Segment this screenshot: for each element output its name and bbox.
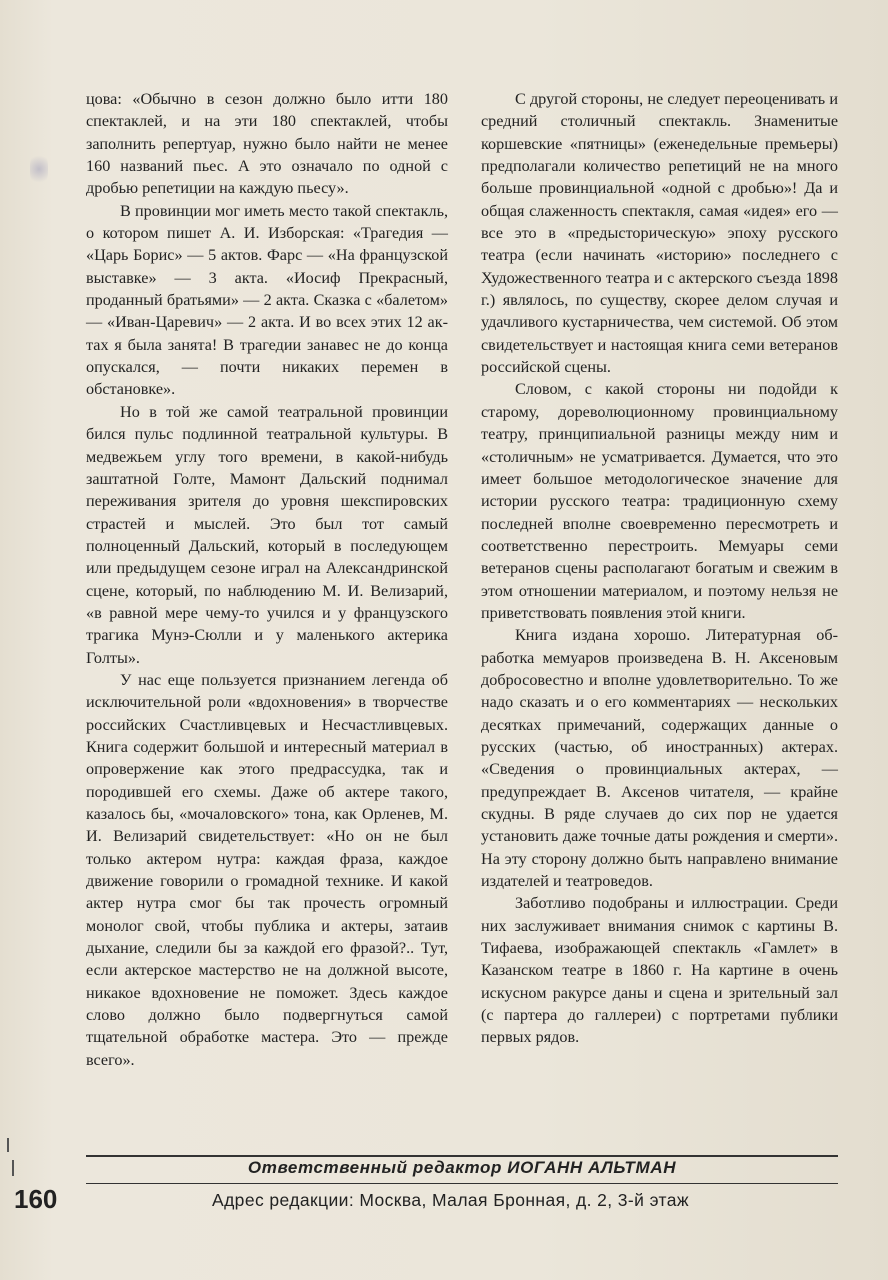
footer-rule-top <box>86 1155 838 1157</box>
paragraph: цова: «Обычно в сезон должно было итти 180 спектаклей, и на эти 180 спектаклей, чтобы заполнить репертуар, нужно было найти не менее 160 названий пьес. А это означало по одной с дробью репетиции на каждую пьесу». <box>86 90 448 198</box>
editor-credit: Ответственный редактор ИОГАНН АЛЬТМАН <box>247 1158 677 1177</box>
left-text-column <box>86 88 448 1071</box>
page-number: 160 <box>14 1184 58 1214</box>
paragraph: С другой стороны, не следует переоценивать и средний столичный спектакль. Знаменитые коршевские «пятницы» (еженедельные премьеры) предполагали количество репетиций не на много больше провинциальной «одной с дробью»! Да и общая слаженность спектакля, самая «идея» его — все это в «предысторическую» эпоху русского театра (если начинать «историю» последнего с Художественного театра и с актерского съезда 1898 г.) являлось, по существу, скорее делом случая и удачливого кустарничества, чем системой. Об этом свидетельствует и настоящая книга семи ветеранов российской сцены. <box>481 90 838 377</box>
paragraph: У нас еще пользуется признанием легенда об исключительной роли «вдохновения» в творчестве российских Счастливцевых и Несчастливцевых. Книга содержит большой и интересный материал в опровержение как этого предрассудка, так и породившей его схемы. Даже об актере такого, казалось бы, «мочаловского» тона, как Орленев, М. И. Велизарий свидетельствует: «Но он не был только актером нутра: каждая фраза, каждое движение говорили о громадной технике. И какой актер нутра смог бы так прочесть огромный монолог свой, чтобы публика и актеры, затаив дыхание, следили бы за каждой его фразой?.. Тут, если актерское мастерство не на должной высоте, никакое вдохновение не поможет. Здесь каждое слово должно было подвергнуться самой тщательной обработке мастера. Это — прежде всего». <box>86 670 448 1069</box>
paragraph: Но в той же самой театральной провинции бился пульс подлинной театральной культуры. В медвежьем углу того времени, в какой-нибудь заштатной Голте, Мамонт Дальский поднимал переживания зрителя до уровня шекспировских страстей и мыслей. Это был тот самый полноценный Дальский, который в последующем или предыдущем сезоне играл на Александринской сцене, который, по наблюдению М. И. Велизарий, «в равной мере чему-то учился и у французского трагика Мунэ-Сюлли и у маленького актерика Голты». <box>86 402 448 667</box>
paragraph: В провинции мог иметь место такой спектакль, о котором пишет А. И. Изборская: «Трагедия — «Царь Борис» — 5 актов. Фарс — «На французской выставке» — 3 акта. «Иосиф Прекрасный, проданный братьями» — 2 акта. Сказка с «балетом» — «Иван-Царевич» — 2 акта. И во всех этих 12 актах я была занята! В трагедии занавес не до конца опускался, — почти никаких перемен в обстановке». <box>86 201 448 399</box>
footer-rule-bottom <box>86 1183 838 1184</box>
ink-stain <box>30 152 48 186</box>
editorial-address: Адрес редакции: Москва, Малая Бронная, д. 2, 3-й этаж <box>212 1190 690 1210</box>
margin-mark <box>7 1138 9 1152</box>
paragraph: Заботливо подобраны и иллюстрации. Среди них заслуживает внимания снимок с картины В. Тифаева, изображающей спектакль «Гамлет» в Казанском театре в 1860 г. На картине в очень искусном ракурсе даны и сцена и зрительный зал (с партера до галлереи) с портретами публики первых рядов. <box>481 894 838 1047</box>
paragraph: Словом, с какой стороны ни подойди к старому, дореволюционному провинциальному театру, принципиальной разницы между ним и «столичным» не усматривается. Думается, что это имеет большое методологическое значение для истории русского театра: традиционную схему последней вполне своевременно пересмотреть и соответственно перестроить. Мемуары семи ветеранов сцены располагают богатым и свежим в этом отношении материалом, и поэтому нельзя не приветствовать появления этой книги. <box>481 380 838 622</box>
right-text-column <box>481 88 838 1049</box>
margin-mark <box>12 1160 14 1176</box>
paragraph: Книга издана хорошо. Литературная обработка мемуаров произведена В. Н. Аксеновым добросовестно и вполне удовлетворительно. То же надо сказать и о его комментариях — нескольких десятках примечаний, содержащих данные о русских (частью, об иностранных) актерах. «Сведения о провинциальных актерах, — предупреждает В. Аксенов читателя, — крайне скудны. В ряде случаев до сих пор не удается установить даже точные даты рождения и смерти». На эту сторону должно быть направлено внимание издателей и театроведов. <box>481 626 838 891</box>
